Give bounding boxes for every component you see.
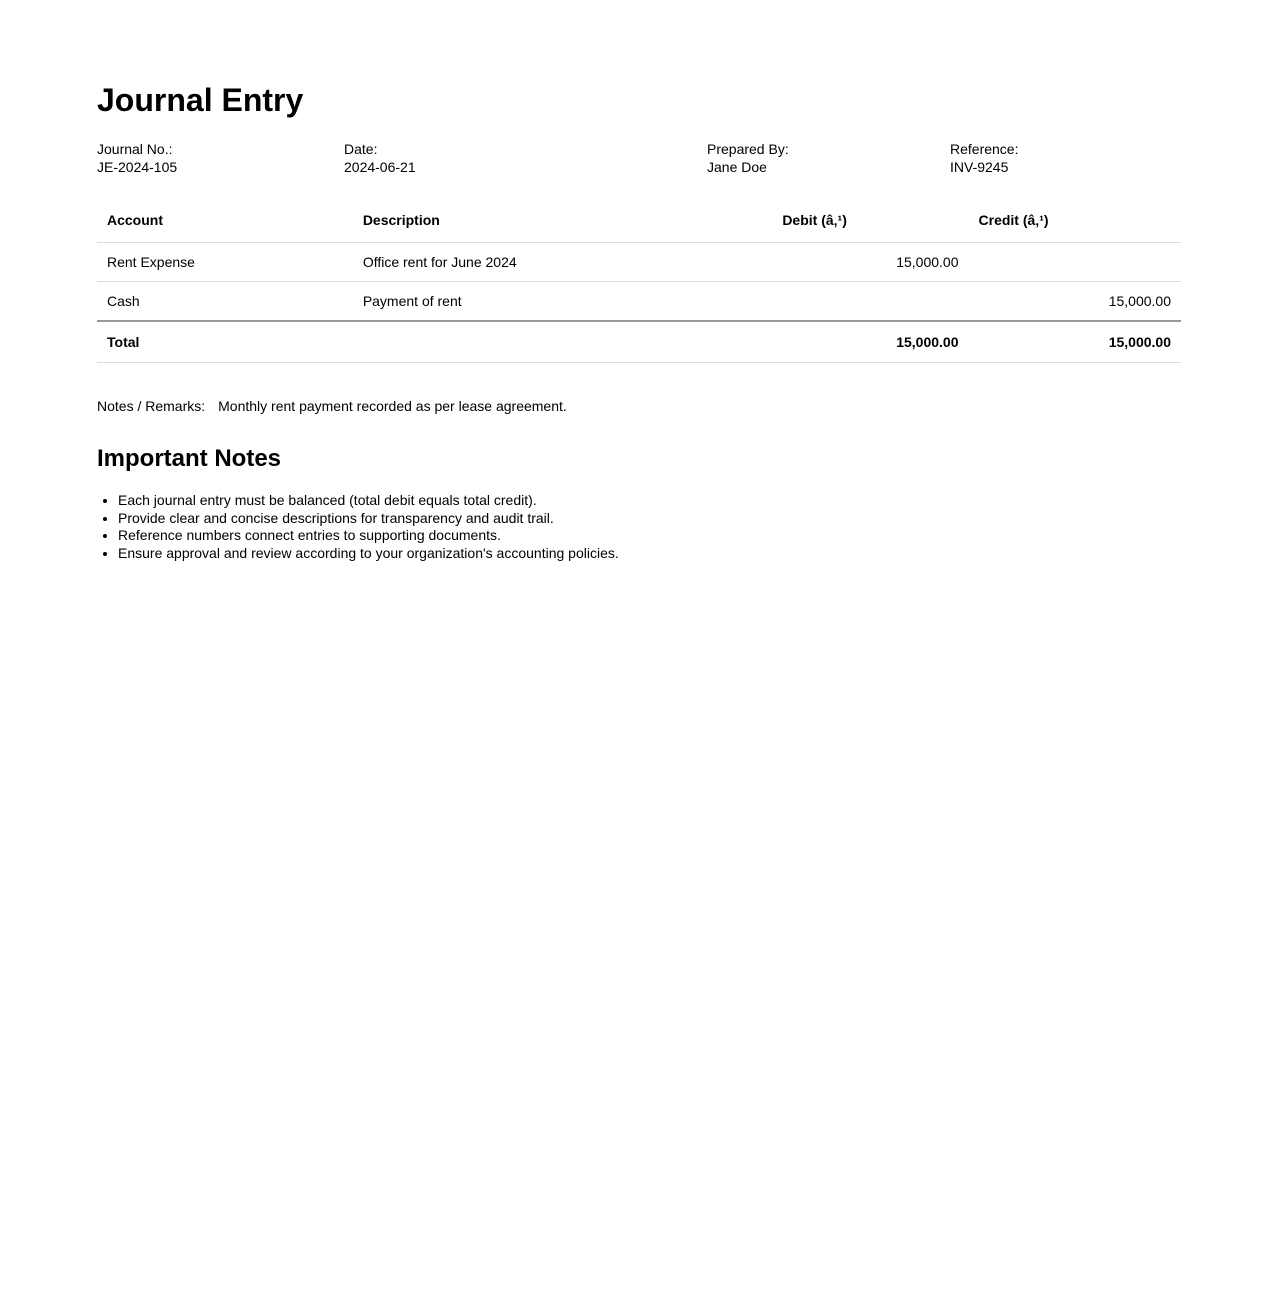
- meta-fields: [97, 140, 1181, 176]
- meta-field-reference: [950, 140, 1181, 176]
- description-cell: Payment of rent: [353, 281, 773, 321]
- meta-field-date: [344, 140, 707, 176]
- date-value: 2024-06-21: [344, 158, 416, 175]
- column-header-credit: Credit (â‚¹): [969, 201, 1181, 243]
- important-notes-heading: Important Notes: [97, 444, 282, 472]
- reference-value: INV-9245: [950, 158, 1009, 175]
- total-debit-cell: 15,000.00: [772, 321, 968, 363]
- journal-no-label: Journal No.:: [97, 140, 173, 157]
- meta-field-prepared-by: [707, 140, 950, 176]
- list-item: • Reference numbers connect entries to supporting documents.: [118, 527, 1181, 545]
- notes-remarks-line: [97, 397, 1181, 415]
- column-header-description: Description: [353, 201, 773, 243]
- description-cell: Office rent for June 2024: [353, 242, 773, 281]
- notes-remarks-value: Monthly rent payment recorded as per lease agreement.: [218, 397, 567, 414]
- account-cell: Cash: [97, 281, 353, 321]
- journal-no-value: JE-2024-105: [97, 158, 178, 175]
- debit-cell: 15,000.00: [772, 242, 968, 281]
- journal-entries-table: [97, 201, 1181, 363]
- table-row: [97, 281, 1181, 321]
- total-description-cell: [353, 321, 773, 363]
- reference-label: Reference:: [950, 140, 1019, 157]
- notes-remarks-label: Notes / Remarks:: [97, 397, 206, 414]
- table-total-row: [97, 321, 1181, 363]
- list-item: • Ensure approval and review according to your organization's accounting policies.: [118, 545, 1181, 563]
- account-cell: Rent Expense: [97, 242, 353, 281]
- page-title: Journal Entry: [97, 82, 304, 118]
- journal-entry-page: [0, 0, 1278, 562]
- prepared-by-value: Jane Doe: [707, 158, 767, 175]
- meta-field-journal-no: [97, 140, 344, 176]
- list-item: • Each journal entry must be balanced (total debit equals total credit).: [118, 492, 1181, 510]
- date-label: Date:: [344, 140, 378, 157]
- credit-cell: [969, 242, 1181, 281]
- total-label-cell: Total: [97, 321, 353, 363]
- list-item: • Provide clear and concise descriptions for transparency and audit trail.: [118, 510, 1181, 528]
- total-credit-cell: 15,000.00: [969, 321, 1181, 363]
- table-row: [97, 242, 1181, 281]
- important-notes-list: [97, 492, 1181, 562]
- column-header-account: Account: [97, 201, 353, 243]
- column-header-debit: Debit (â‚¹): [772, 201, 968, 243]
- prepared-by-label: Prepared By:: [707, 140, 789, 157]
- table-header-row: [97, 201, 1181, 243]
- debit-cell: [772, 281, 968, 321]
- credit-cell: 15,000.00: [969, 281, 1181, 321]
